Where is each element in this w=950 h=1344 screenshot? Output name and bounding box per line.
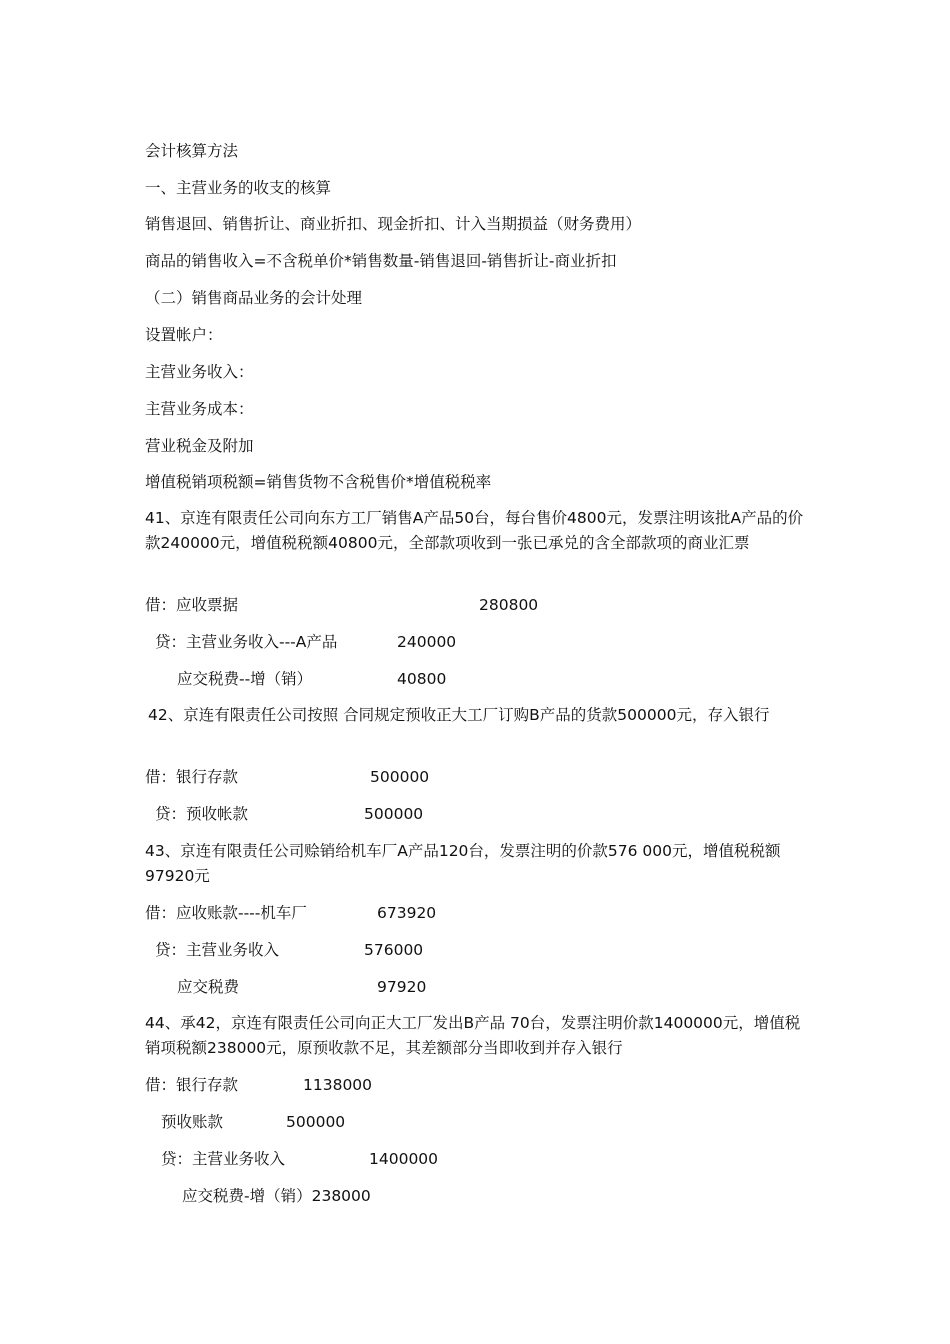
journal-entry-amount: 240000 [397,633,457,651]
text-line: 主营业务成本： [145,400,254,418]
journal-entry-amount: 1138000 [303,1076,373,1094]
journal-entry-label: 贷：主营业务收入 [155,941,280,959]
journal-entry-label: 借：银行存款 [145,768,239,786]
journal-entry-amount: 97920 [377,978,427,996]
journal-entry-amount: 673920 [377,904,437,922]
journal-entry-label: 借：应收票据 [145,596,239,614]
question-42-text: 42、京连有限责任公司按照 合同规定预收正大工厂订购B产品的货款500000元，存入银行 [148,706,770,724]
journal-entry-label: 预收账款 [161,1113,224,1131]
journal-entry-label: 借：银行存款 [145,1076,239,1094]
text-line: 营业税金及附加 [145,437,254,455]
journal-entry-amount: 500000 [370,768,430,786]
document-title: 会计核算方法 [145,142,239,160]
journal-entry-label: 贷：主营业务收入---A产品 [155,633,338,651]
journal-entry-amount: 576000 [364,941,424,959]
journal-entry-amount: 500000 [364,805,424,823]
text-line: 增值税销项税额=销售货物不含税售价*增值税税率 [145,473,492,491]
journal-entry-label: 贷：主营业务收入 [161,1150,286,1168]
text-line: 主营业务收入： [145,363,254,381]
journal-entry-amount: 500000 [286,1113,346,1131]
question-41-text: 41、京连有限责任公司向东方工厂销售A产品50台，每台售价4800元，发票注明该批A产品的价款240000元，增值税税额40800元，全部款项收到一张已承兑的含全部款项的商业汇票 [145,509,804,552]
journal-entry-label: 应交税费-增（销）238000 [182,1187,371,1205]
section-heading: 一、主营业务的收支的核算 [145,179,332,197]
text-line: 商品的销售收入=不含税单价*销售数量-销售退回-销售折让-商业折扣 [145,252,617,270]
question-44-text: 44、承42，京连有限责任公司向正大工厂发出B产品 70台，发票注明价款1400000元，增值税销项税额238000元，原预收款不足，其差额部分当即收到并存入银行 [145,1014,801,1057]
journal-entry-amount: 40800 [397,670,447,688]
journal-entry-label: 贷：预收帐款 [155,805,249,823]
journal-entry-label: 应交税费--增（销） [177,670,313,688]
text-line: 设置帐户： [145,326,223,344]
subsection-heading: （二）销售商品业务的会计处理 [145,289,363,307]
journal-entry-label: 应交税费 [177,978,240,996]
text-line: 销售退回、销售折让、商业折扣、现金折扣、计入当期损益（财务费用） [145,215,642,233]
journal-entry-amount: 1400000 [369,1150,439,1168]
journal-entry-label: 借：应收账款----机车厂 [145,904,307,922]
question-43-text: 43、京连有限责任公司赊销给机车厂A产品120台，发票注明的价款576 000元，增值税税额97920元 [145,842,781,885]
journal-entry-amount: 280800 [479,596,539,614]
